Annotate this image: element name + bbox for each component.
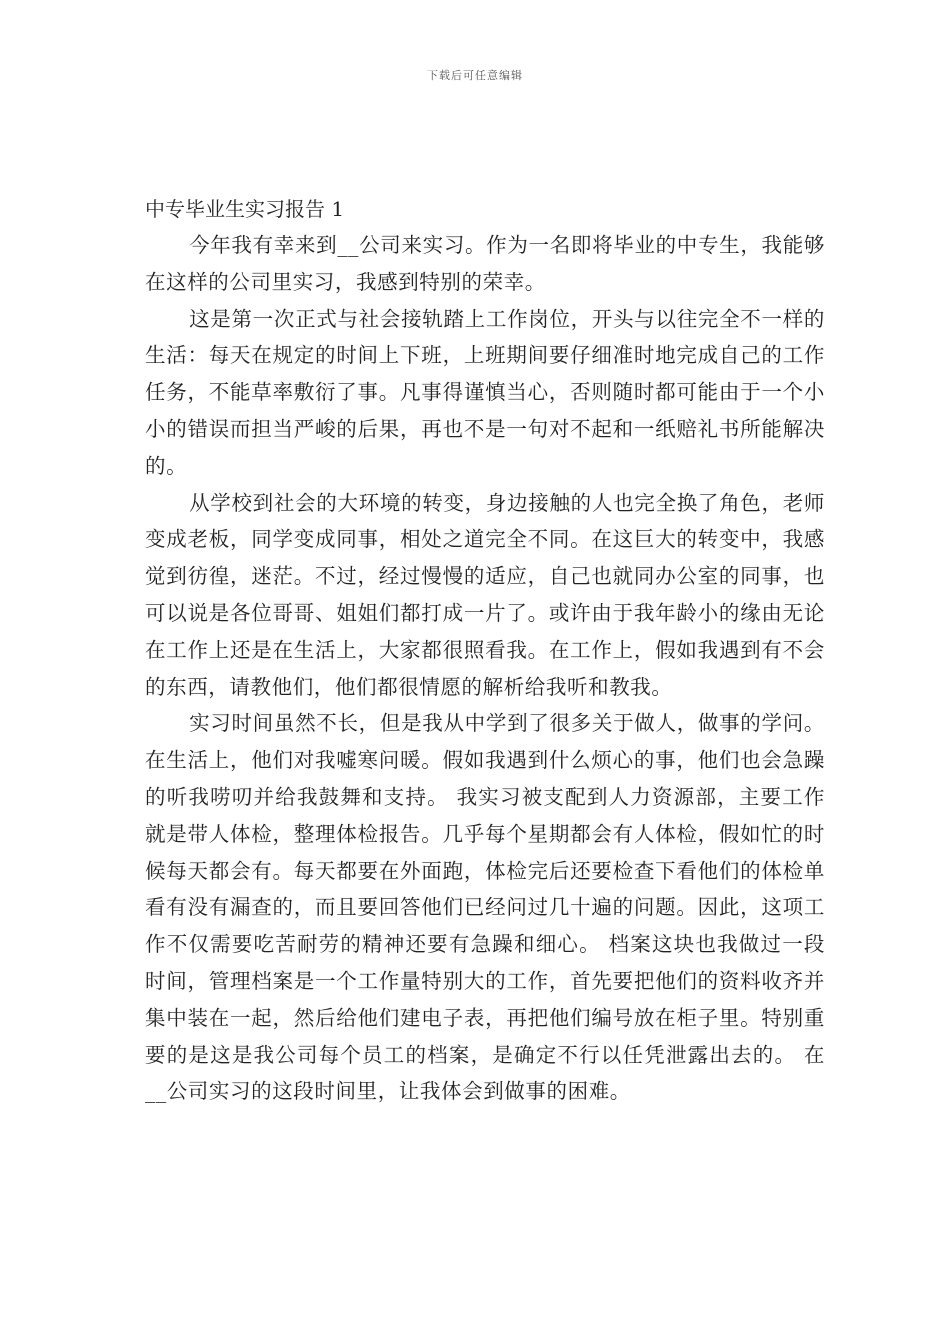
document-body [145,195,825,1110]
header-note: 下载后可任意编辑 [427,69,523,82]
paragraph-3: 从学校到社会的大环境的转变，身边接触的人也完全换了角色，老师变成老板，同学变成同事，相处之道完全不同。在这巨大的转变中，我感觉到彷徨，迷茫。不过，经过慢慢的适应，自己也就同办公室的同事，也可以说是各位哥哥、姐姐们都打成一片了。或许由于我年龄小的缘由无论在工作上还是在生活上，大家都很照看我。在工作上，假如我遇到有不会的东西，请教他们，他们都很情愿的解析给我听和教我。 [145,490,825,699]
paragraph-4: 实习时间虽然不长，但是我从中学到了很多关于做人，做事的学问。在生活上，他们对我嘘寒问暖。假如我遇到什么烦心的事，他们也会急躁的听我唠叨并给我鼓舞和支持。 我实习被支配到人力资源部，主要工作就是带人体检，整理体检报告。几乎每个星期都会有人体检，假如忙的时候每天都会有。每天都要在外面跑，体检完后还要检查下看他们的体检单看有没有漏查的，而且要回答他们已经问过几十遍的问题。因此，这项工作不仅需要吃苦耐劳的精神还要有急躁和细心。 档案这块也我做过一段时间，管理档案是一个工作量特别大的工作，首先要把他们的资料收齐并集中装在一起，然后给他们建电子表，再把他们编号放在柜子里。特别重要的是这是我公司每个员工的档案，是确定不行以任凭泄露出去的。 在__公司实习的这段时间里，让我体会到做事的困难。 [145,711,825,1104]
paragraph-1: 今年我有幸来到__公司来实习。作为一名即将毕业的中专生，我能够在这样的公司里实习，我感到特别的荣幸。 [145,233,825,294]
document-title: 中专毕业生实习报告 1 [145,197,345,221]
paragraph-2: 这是第一次正式与社会接轨踏上工作岗位，开头与以往完全不一样的生活：每天在规定的时间上下班，上班期间要仔细准时地完成自己的工作任务，不能草率敷衍了事。凡事得谨慎当心，否则随时都可能由于一个小小的错误而担当严峻的后果，再也不是一句对不起和一纸赔礼书所能解决的。 [145,306,825,478]
